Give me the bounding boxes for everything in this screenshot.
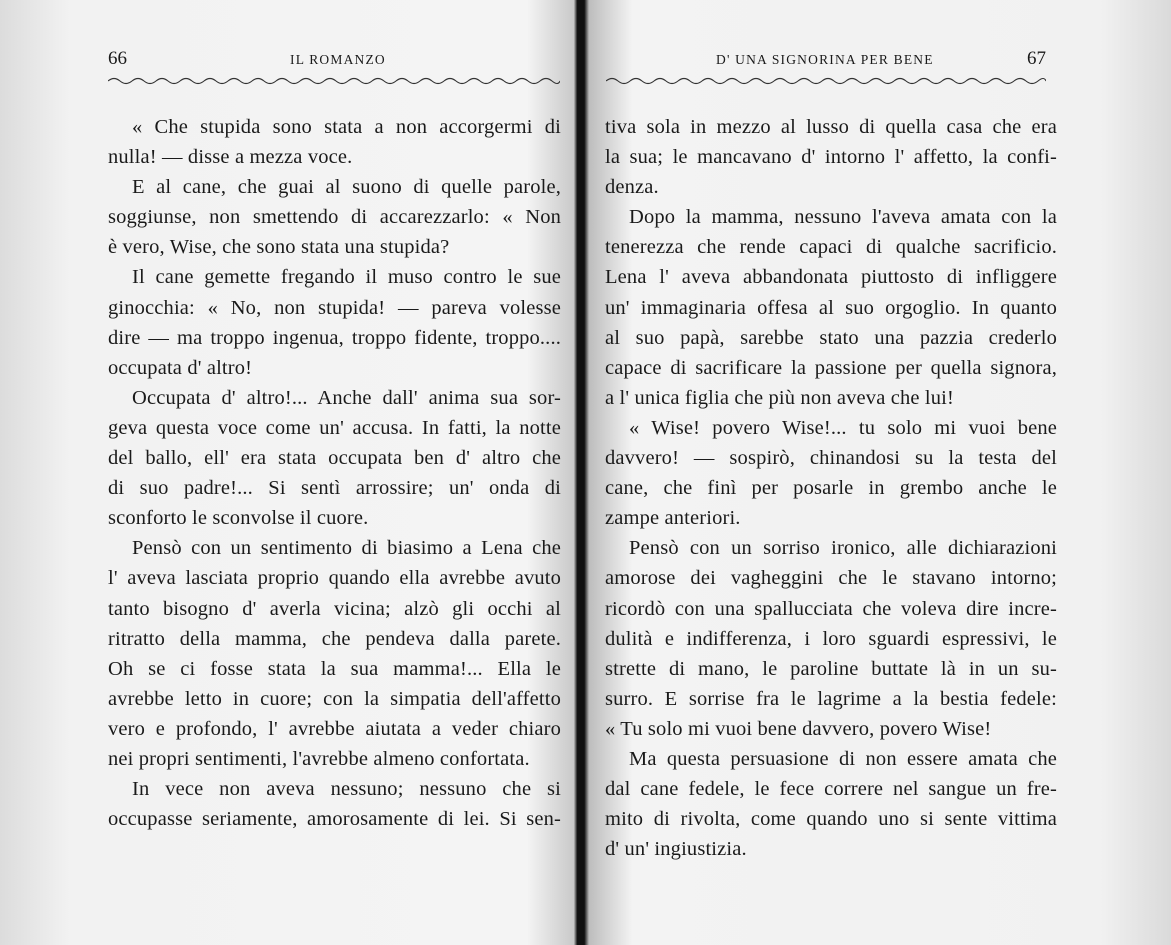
text-line: amorose dei vagheggini che le stavano intorno; — [605, 567, 1057, 590]
text-line: E al cane, che guai al suono di quelle parole, — [132, 176, 561, 199]
text-line: « Che stupida sono stata a non accorgermi di — [132, 116, 561, 138]
text-line: un' immaginaria offesa al suo orgoglio. In quanto — [605, 296, 1057, 319]
text-line: di suo padre!... Si sentì arrossire; un' onda di — [108, 477, 561, 500]
text-line: soggiunse, non smettendo di accarezzarlo: « Non — [108, 206, 561, 229]
left-wavy-rule — [108, 74, 560, 88]
text-line: Dopo la mamma, nessuno l'aveva amata con la — [629, 206, 1057, 229]
text-line: è vero, Wise, che sono stata una stupida? — [108, 236, 450, 259]
text-line: la sua; le mancavano d' intorno l' affetto, la confi- — [605, 146, 1057, 169]
text-line: strette di mano, le paroline buttate là in un su- — [605, 657, 1057, 680]
text-line: davvero! — sospirò, chinandosi su la testa del — [605, 447, 1057, 470]
right-body-text — [605, 112, 1057, 864]
text-line: avrebbe letto in cuore; con la simpatia dell'affetto — [108, 687, 561, 710]
text-line: geva questa voce come un' accusa. In fatti, la notte — [108, 416, 561, 439]
text-line: capace di sacrificare la passione per quella signora, — [605, 356, 1057, 379]
right-page-number: 67 — [1027, 48, 1046, 69]
text-line: l' aveva lasciata proprio quando ella avrebbe avuto — [108, 567, 561, 590]
text-line: ginocchia: « No, non stupida! — pareva volesse — [108, 296, 561, 319]
text-line: ritratto della mamma, che pendeva dalla parete. — [108, 627, 561, 650]
text-line: sconforto le sconvolse il cuore. — [108, 507, 369, 530]
text-line: cane, che finì per posarle in grembo anche le — [605, 477, 1057, 500]
right-wavy-rule — [606, 74, 1046, 88]
text-line: ricordò con una spallucciata che voleva dire incre- — [605, 597, 1057, 620]
text-line: « Wise! povero Wise!... tu solo mi vuoi bene — [629, 416, 1057, 439]
text-line: nulla! — disse a mezza voce. — [108, 146, 353, 169]
left-running-title: IL ROMANZO — [290, 52, 386, 67]
text-line: In vece non aveva nessuno; nessuno che si — [132, 778, 561, 801]
text-line: Occupata d' altro!... Anche dall' anima sua sor- — [132, 386, 561, 409]
text-line: vero e profondo, l' avrebbe aiutata a veder chiaro — [108, 717, 561, 740]
text-line: nei propri sentimenti, l'avrebbe almeno confortata. — [108, 747, 530, 770]
text-line: mito di rivolta, come quando uno si sente vittima — [605, 808, 1057, 831]
left-body-text — [108, 112, 561, 834]
text-line: dulità e indifferenza, i loro sguardi espressivi, le — [605, 627, 1057, 650]
left-running-head — [108, 50, 560, 72]
text-line: Il cane gemette fregando il muso contro le sue — [132, 266, 561, 289]
text-line: d' un' ingiustizia. — [605, 838, 747, 861]
text-line: denza. — [605, 176, 659, 199]
right-page — [586, 0, 1171, 945]
text-line: dire — ma troppo ingenua, troppo fidente, troppo.... — [108, 326, 561, 349]
text-line: dal cane fedele, le fece correre nel sangue un fre- — [605, 778, 1057, 801]
text-line: Oh se ci fosse stata la sua mamma!... Ella le — [108, 657, 561, 680]
text-line: tiva sola in mezzo al lusso di quella casa che era — [605, 116, 1057, 138]
text-line: surro. E sorrise fra le lagrime a la bestia fedele: — [605, 687, 1057, 710]
left-page — [0, 0, 572, 945]
text-line: Pensò con un sentimento di biasimo a Lena che — [132, 537, 561, 560]
text-line: al suo papà, sarebbe stato una pazzia crederlo — [605, 326, 1057, 349]
text-line: Pensò con un sorriso ironico, alle dichiarazioni — [629, 537, 1057, 560]
text-line: « Tu solo mi vuoi bene davvero, povero Wise! — [605, 717, 992, 740]
text-line: occupasse seriamente, amorosamente di lei. Si sen- — [108, 808, 561, 831]
text-line: Ma questa persuasione di non essere amata che — [629, 747, 1057, 770]
text-line: Lena l' aveva abbandonata piuttosto di infliggere — [605, 266, 1057, 289]
text-line: tanto bisogno d' averla vicina; alzò gli occhi al — [108, 597, 561, 620]
right-running-title: D' UNA SIGNORINA PER BENE — [716, 52, 934, 67]
text-line: a l' unica figlia che più non aveva che lui! — [605, 386, 954, 409]
left-page-number: 66 — [108, 48, 127, 69]
text-line: del ballo, ell' era stata occupata ben d' altro che — [108, 447, 561, 470]
text-line: tenerezza che rende capaci di qualche sacrificio. — [605, 236, 1057, 259]
text-line: zampe anteriori. — [605, 507, 741, 530]
right-running-head — [606, 50, 1046, 72]
text-line: occupata d' altro! — [108, 356, 253, 379]
